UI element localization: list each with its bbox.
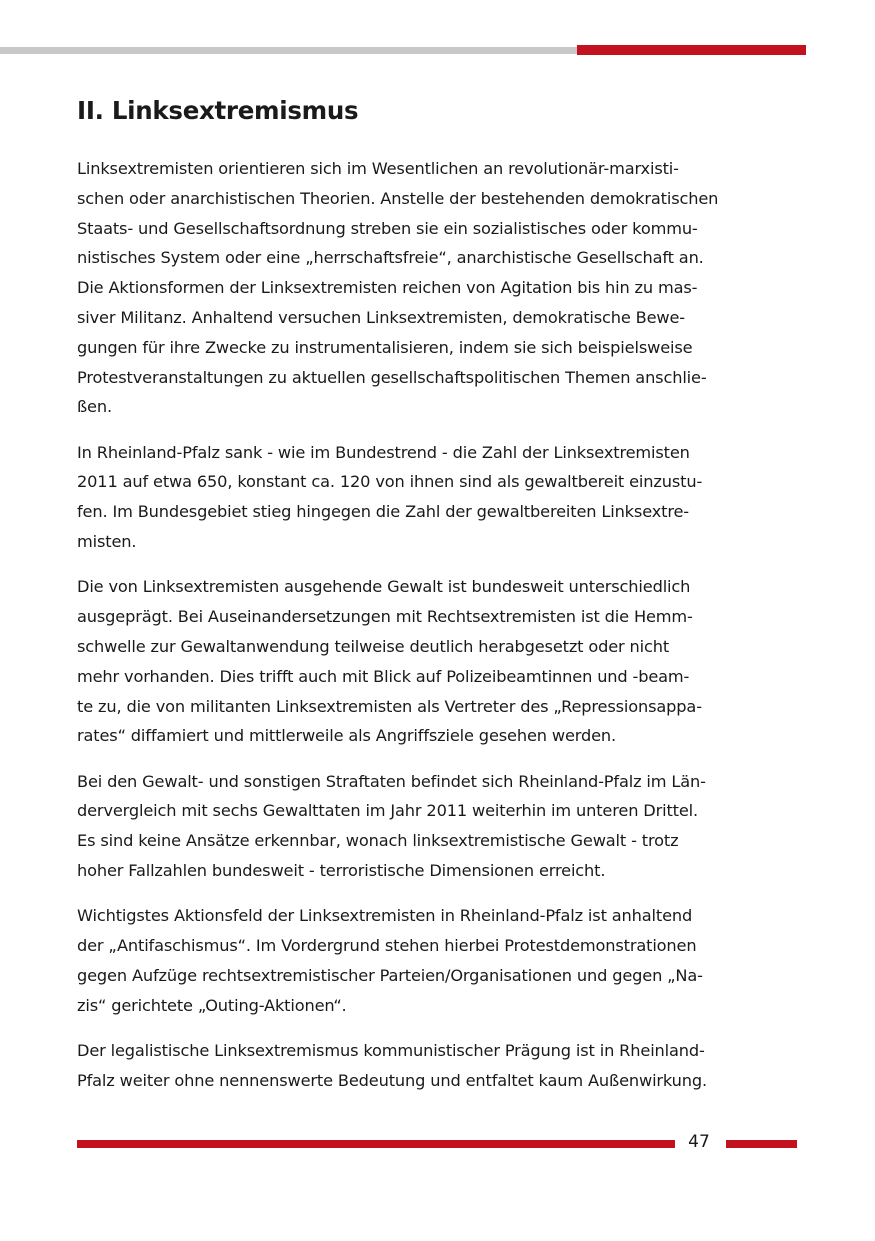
paragraph-1 [77,154,798,422]
page-number: 47 [688,1132,710,1152]
text-line: Bei den Gewalt- und sonstigen Straftaten befindet sich Rheinland-Pfalz im Län- [77,771,706,791]
text-line: Wichtigstes Aktionsfeld der Linksextremisten in Rheinland-Pfalz ist anhaltend [77,906,693,926]
text-line: schwelle zur Gewaltanwendung teilweise deutlich herabgesetzt oder nicht [77,636,670,656]
text-line: Die Aktionsformen der Linksextremisten reichen von Agitation bis hin zu mas- [77,278,698,298]
text-line: ausgeprägt. Bei Auseinandersetzungen mit Rechtsextremisten ist die Hemm- [77,607,693,627]
text-line: Staats- und Gesellschaftsordnung streben sie ein sozialistisches oder kommu- [77,218,698,238]
text-line: hoher Fallzahlen bundesweit - terroristische Dimensionen erreicht. [77,861,606,881]
text-line: siver Militanz. Anhaltend versuchen Linksextremisten, demokratische Bewe- [77,307,686,327]
page-title: II. Linksextremismus [77,96,359,125]
text-line: nistisches System oder eine „herrschaftsfreie“, anarchistische Gesellschaft an. [77,248,704,268]
text-line: dervergleich mit sechs Gewalttaten im Jahr 2011 weiterhin im unteren Drittel. [77,801,699,821]
paragraph-4 [77,767,798,886]
text-line: Der legalistische Linksextremismus kommunistischer Prägung ist in Rheinland- [77,1041,705,1061]
text-line: misten. [77,532,137,552]
text-line: Protestveranstaltungen zu aktuellen gesellschaftspolitischen Themen anschlie- [77,367,707,387]
footer-rule-right [726,1140,797,1148]
text-line: fen. Im Bundesgebiet stieg hingegen die Zahl der gewaltbereiten Linksextre- [77,502,689,522]
text-line: gungen für ihre Zwecke zu instrumentalisieren, indem sie sich beispielsweise [77,337,693,357]
text-line: mehr vorhanden. Dies trifft auch mit Blick auf Polizeibeamtinnen und -beam- [77,666,690,686]
text-line: Es sind keine Ansätze erkennbar, wonach linksextremistische Gewalt - trotz [77,831,679,851]
text-line: schen oder anarchistischen Theorien. Anstelle der bestehenden demokratischen [77,188,719,208]
paragraph-2 [77,438,798,557]
paragraph-5 [77,901,798,1020]
footer-rule-left [77,1140,675,1148]
text-line: te zu, die von militanten Linksextremisten als Vertreter des „Repressionsappa- [77,696,702,716]
body-text [77,154,798,1111]
text-line: Linksextremisten orientieren sich im Wesentlichen an revolutionär-marxisti- [77,159,679,178]
text-line: rates“ diffamiert und mittlerweile als Angriffsziele gesehen werden. [77,726,617,746]
text-line: gegen Aufzüge rechtsextremistischer Parteien/Organisationen und gegen „Na- [77,965,703,985]
text-line: zis“ gerichtete „Outing-Aktionen“. [77,995,347,1015]
text-line: In Rheinland-Pfalz sank - wie im Bundestrend - die Zahl der Linksextremisten [77,442,690,462]
text-line: Pfalz weiter ohne nennenswerte Bedeutung und entfaltet kaum Außenwirkung. [77,1070,707,1090]
text-line: Die von Linksextremisten ausgehende Gewalt ist bundesweit unterschiedlich [77,577,691,597]
text-line: der „Antifaschismus“. Im Vordergrund stehen hierbei Protestdemonstrationen [77,936,697,956]
paragraph-3 [77,572,798,751]
header-rule-red [577,45,806,55]
text-line: 2011 auf etwa 650, konstant ca. 120 von ihnen sind als gewaltbereit einzustu- [77,472,703,492]
text-line: ßen. [77,397,112,417]
paragraph-6 [77,1036,798,1096]
header-rule-gray [0,47,577,54]
